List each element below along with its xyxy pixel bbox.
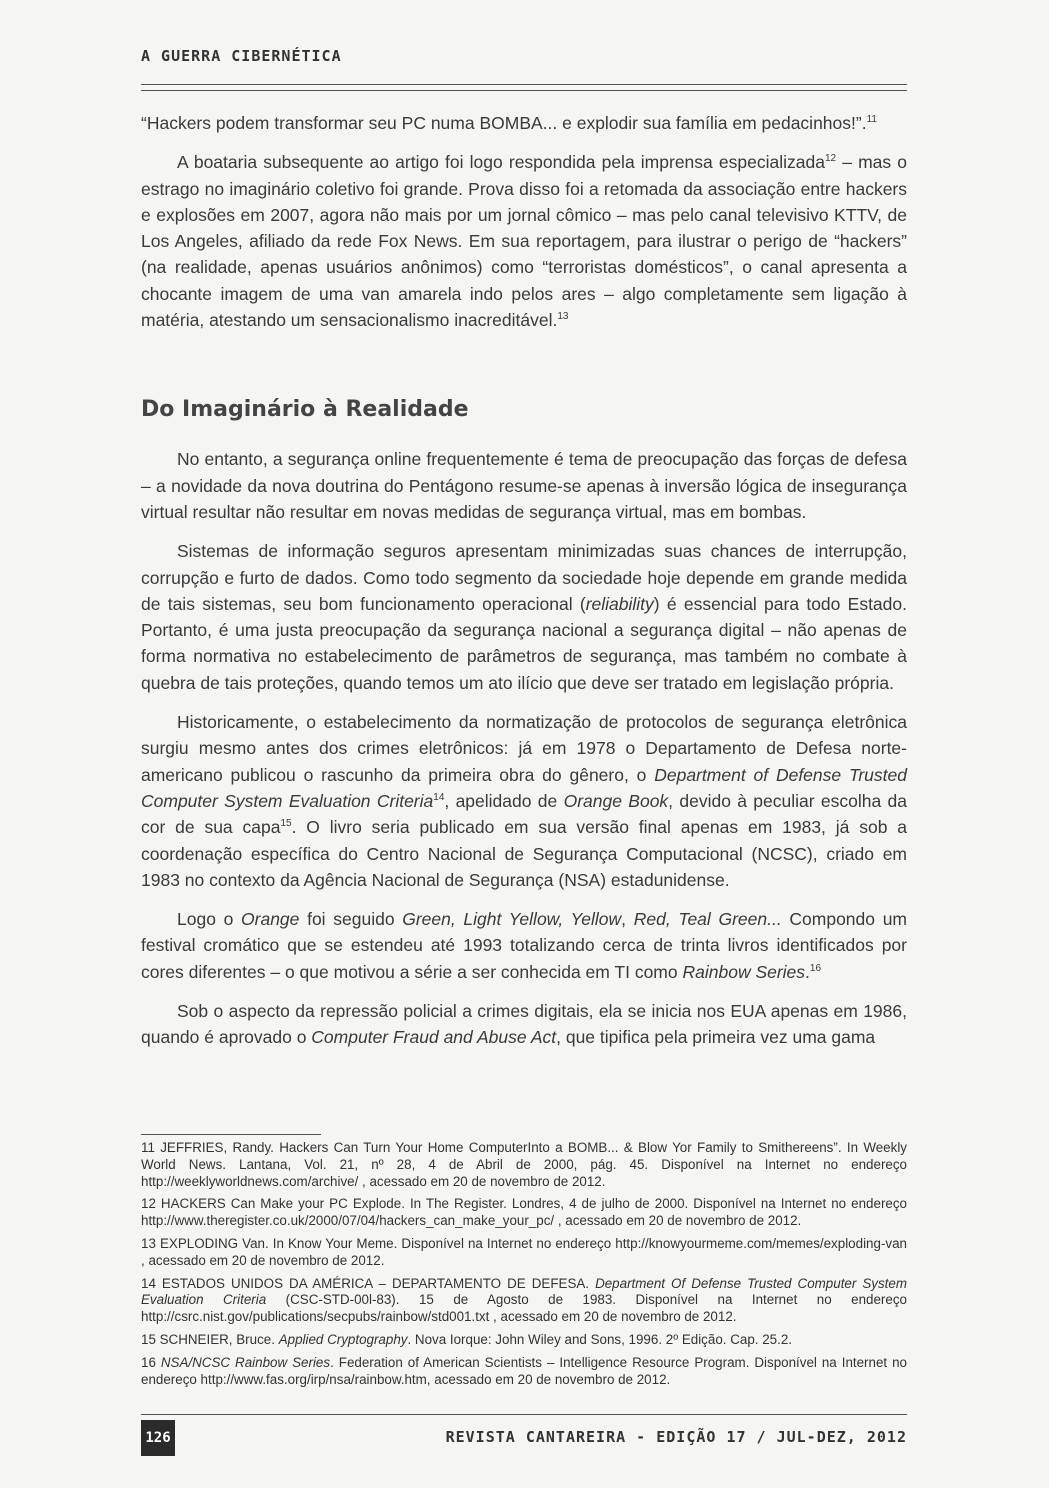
paragraph-4: Historicamente, o estabelecimento da normatização de protocolos de segurança eletrônica surgiu mesmo antes dos crimes eletrônicos: já em 1978 o Departamento de Defesa norte-americano publicou o rascunho da primeira obra do gênero, o Department of Defense Trusted Computer System Evaluation Criteria$^{14}$, apelidado de Orange Book, devido à peculiar escolha da cor de sua capa$^{15}$. O livro seria publicado em sua versão final apenas em 1983, já sob a coordenação específica do Centro Nacional de Segurança Computacional (NCSC), criado em 1983 no contexto da Agência Nacional de Segurança (NSA) estadunidense. <box>141 712 907 890</box>
footnote-ref-12[interactable]: 12 <box>824 153 837 165</box>
footer-rule <box>141 1414 907 1415</box>
footnote-14: 14 ESTADOS UNIDOS DA AMÉRICA – DEPARTAMENTO DE DEFESA. Department Of Defense Trusted Computer System Evaluation Criteria (CSC-STD-00l-83). 15 de Agosto de 1983. Disponível na Internet no endereço http://csrc.nist.gov/publications/secpubs/rainbow/std001.txt , acessado em 20 de novembro de 2012. <box>141 1275 907 1325</box>
footnote-13: 13 EXPLODING Van. In Know Your Meme. Disponível na Internet no endereço http://knowyourmeme.com/memes/exploding-van , acessado em 20 de novembro de 2012. <box>141 1235 907 1268</box>
footnote-ref-14[interactable]: 14 <box>433 792 445 804</box>
footnotes <box>141 1140 907 1394</box>
header-double-rule <box>141 84 907 91</box>
running-header: A GUERRA CIBERNÉTICA <box>141 47 342 65</box>
paragraph-3: Sistemas de informação seguros apresentam minimizadas suas chances de interrupção, corrupção e furto de dados. Como todo segmento da sociedade hoje depende em grande medida de tais sistemas, seu bom funcionamento operacional (reliability) é essencial para todo Estado. Portanto, é uma justa preocupação da segurança nacional a segurança digital – não apenas de forma normativa no estabelecimento de parâmetros de segurança, mas também no combate à quebra de tais proteções, quando temos um ato ilício que deve ser tratado em legislação própria. <box>141 541 907 693</box>
paragraph-5: Logo o Orange foi seguido Green, Light Yellow, Yellow, Red, Teal Green... Compondo um festival cromático que se estendeu até 1993 totalizando cerca de trinta livros identificados por cores diferentes – o que motivou a série a ser conhecida em TI como Rainbow Series.$^{16}$ <box>141 909 907 982</box>
footnote-15: 15 SCHNEIER, Bruce. Applied Cryptography. Nova Iorque: John Wiley and Sons, 1996. 2º Edição. Cap. 25.2. <box>141 1331 792 1347</box>
footnote-rule <box>141 1134 321 1135</box>
page-number: 126 <box>141 1420 175 1456</box>
quote-paragraph: “Hackers podem transformar seu PC numa BOMBA... e explodir sua família em pedacinhos!”.$^{11}$ <box>141 113 877 133</box>
footnote-16: 16 NSA/NCSC Rainbow Series. Federation of American Scientists – Intelligence Resource Program. Disponível na Internet no endereço http://www.fas.org/irp/nsa/rainbow.htm, acessado em 20 de novembro de 2012. <box>141 1354 907 1387</box>
footnote-11: 11 JEFFRIES, Randy. Hackers Can Turn Your Home ComputerInto a BOMB... & Blow Yor Family to Smithereens”. In Weekly World News. Lantana, Vol. 21, nº 28, 4 de Abril de 2000, pág. 45. Disponível na Internet no endereço http://weeklyworldnews.com/archive/ , acessado em 20 de novembro de 2012. <box>141 1140 907 1189</box>
journal-footer: REVISTA CANTAREIRA - EDIÇÃO 17 / JUL-DEZ, 2012 <box>445 1428 907 1446</box>
footnote-ref-15[interactable]: 15 <box>280 818 292 830</box>
footnote-12: 12 HACKERS Can Make your PC Explode. In The Register. Londres, 4 de julho de 2000. Disponível na Internet no endereço http://www.theregister.co.uk/2000/07/04/hackers_can_make_your_pc/ , acessado em 20 de novembro de 2012. <box>141 1196 907 1229</box>
article-body <box>141 110 907 1064</box>
paragraph-1: A boataria subsequente ao artigo foi logo respondida pela imprensa especializada$^{12}$ – mas o estrago no imaginário coletivo foi grande. Prova disso foi a retomada da associação entre hackers e explosões em 2007, agora não mais por um jornal cômico – mas pelo canal televisivo KTTV, de Los Angeles, afiliado da rede Fox News. Em sua reportagem, para ilustrar o perigo de “hackers” (na realidade, apenas usuários anônimos) como “terroristas domésticos”, o canal apresenta a chocante imagem de uma van amarela indo pelos ares – algo completamente sem ligação à matéria, atestando um sensacionalismo inacreditável.$^{13}$ <box>141 152 907 331</box>
footnote-ref-16[interactable]: 16 <box>809 962 822 974</box>
paragraph-2: No entanto, a segurança online frequentemente é tema de preocupação das forças de defesa – a novidade da nova doutrina do Pentágono resume-se apenas à inversão lógica de insegurança virtual resultar não resultar em novas medidas de segurança virtual, mas em bombas. <box>141 449 907 522</box>
footnote-ref-13[interactable]: 13 <box>557 311 569 323</box>
paragraph-6: Sob o aspecto da repressão policial a crimes digitais, ela se inicia nos EUA apenas em 1986, quando é aprovado o Computer Fraud and Abuse Act, que tipifica pela primeira vez uma gama <box>141 1001 907 1048</box>
footnote-ref-11[interactable]: 11 <box>866 114 877 126</box>
section-title: Do Imaginário à Realidade <box>141 397 469 423</box>
